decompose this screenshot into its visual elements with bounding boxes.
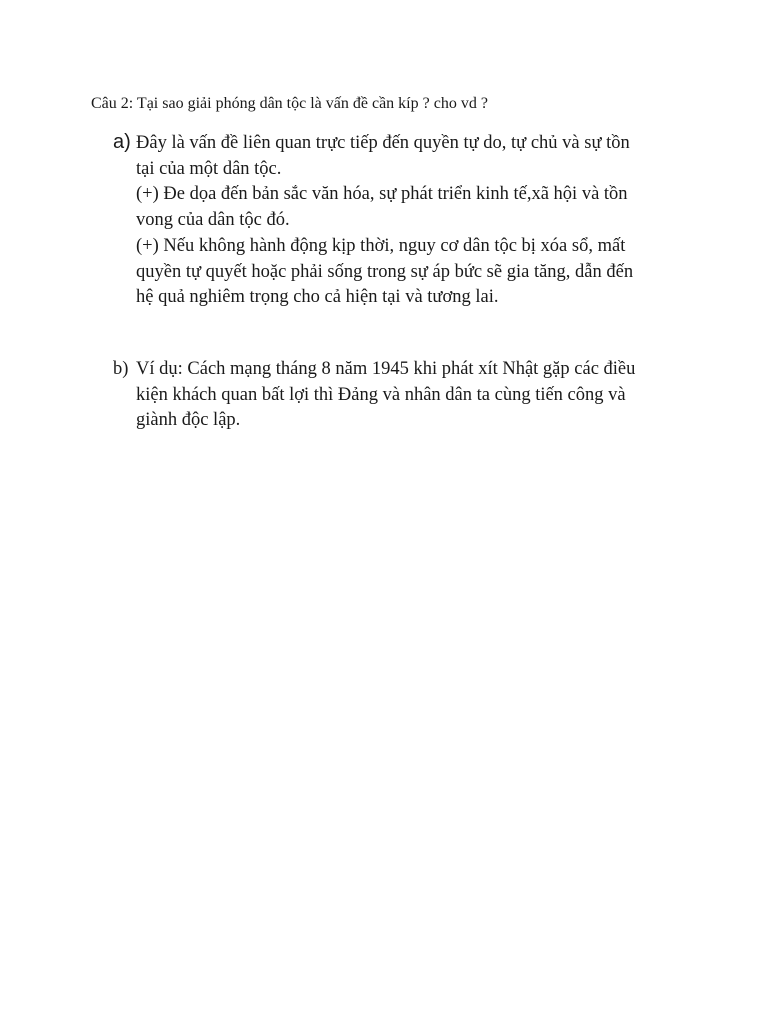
answer-a-line: vong của dân tộc đó. <box>136 210 290 231</box>
answer-a <box>113 131 693 311</box>
answer-b-line: kiện khách quan bất lợi thì Đảng và nhân dân ta cùng tiến công và <box>136 384 626 405</box>
answer-a-line: tại của một dân tộc. <box>136 158 282 179</box>
answer-a-line: quyền tự quyết hoặc phải sống trong sự áp bức sẽ gia tăng, dẫn đến <box>136 261 634 282</box>
answer-b-text <box>136 357 693 434</box>
answer-b <box>113 357 693 434</box>
answer-a-line: (+) Đe dọa đến bản sắc văn hóa, sự phát triển kinh tế,xã hội và tồn <box>136 184 628 205</box>
answer-b-line: giành độc lập. <box>136 410 241 431</box>
answer-a-text <box>136 131 693 311</box>
answer-a-line: (+) Nếu không hành động kịp thời, nguy cơ dân tộc bị xóa sổ, mất <box>136 235 626 256</box>
answer-a-marker: a) <box>113 131 131 153</box>
question-heading: Câu 2: Tại sao giải phóng dân tộc là vấn đề cần kíp ? cho vd ? <box>91 95 488 112</box>
answer-a-line: hệ quả nghiêm trọng cho cả hiện tại và tương lai. <box>136 287 499 308</box>
answer-b-line: Ví dụ: Cách mạng tháng 8 năm 1945 khi phát xít Nhật gặp các điều <box>136 359 636 379</box>
answer-a-line: Đây là vấn đề liên quan trực tiếp đến quyền tự do, tự chủ và sự tồn <box>136 133 630 153</box>
answer-b-marker: b) <box>113 359 129 379</box>
